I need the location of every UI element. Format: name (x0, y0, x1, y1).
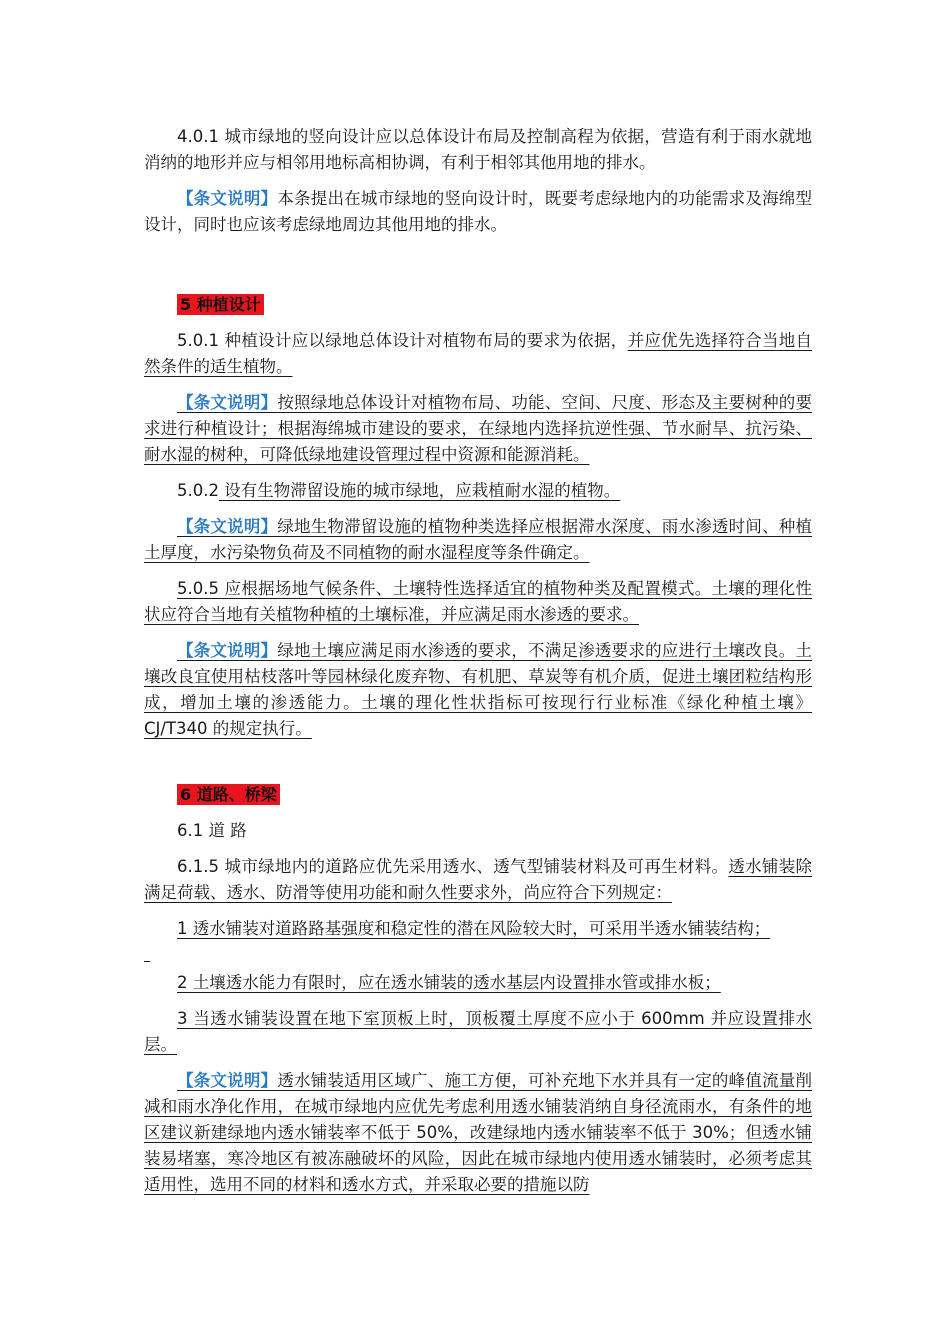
spacer (144, 248, 812, 292)
stray-underline-mark (144, 944, 812, 958)
clause-text-underlined: 透水铺装除满足荷载、透水、防滑等使用功能和耐久性要求外，尚应符合下列规定： (144, 857, 813, 902)
list-item-text: 2 土壤透水能力有限时，应在透水铺装的透水基层内设置排水管或排水板； (177, 973, 721, 992)
note-text: 本条提出在城市绿地的竖向设计时，既要考虑绿地内的功能需求及海绵型设计，同时也应该考虑绿地周边其他用地的排水。 (144, 189, 813, 234)
clause-number: 5.0.2 (177, 481, 219, 500)
list-item-text: 3 当透水铺装设置在地下室顶板上时，顶板覆土厚度不应小于 600mm 并应设置排水层。 (144, 1009, 812, 1054)
list-item (144, 916, 812, 942)
clause-text-underlined: 设有生物滞留设施的城市绿地，应栽植耐水湿的植物。 (218, 481, 621, 500)
list-item (144, 970, 812, 996)
clause-5-0-5 (144, 576, 812, 628)
clause-6-1-5 (144, 854, 812, 906)
clause-note (144, 186, 812, 238)
list-item-text: 1 透水铺装对道路路基强度和稳定性的潜在风险较大时，可采用半透水铺装结构； (177, 919, 771, 938)
spacer (144, 752, 812, 782)
note-text: 绿地生物滞留设施的植物种类选择应根据滞水深度、雨水渗透时间、种植土厚度，水污染物负荷及不同植物的耐水湿程度等条件确定。 (144, 517, 813, 562)
document-body (144, 124, 812, 1208)
clause-note (144, 638, 812, 742)
note-text: 绿地土壤应满足雨水渗透的要求，不满足渗透要求的应进行土壤改良。土壤改良宜使用枯枝落叶等园林绿化废弃物、有机肥、草炭等有机介质，促进土壤团粒结构形成，增加土壤的渗透能力。土壤的理化性状指标可按现行行业标准《绿化种植土壤》CJ/T340 的规定执行。 (144, 641, 813, 738)
section-heading-label: 6 道路、桥梁 (177, 784, 280, 805)
note-label: 【条文说明】 (177, 189, 278, 208)
clause-5-0-1 (144, 328, 812, 380)
note-text: 透水铺装适用区域广、施工方便，可补充地下水并具有一定的峰值流量削减和雨水净化作用，在城市绿地内应优先考虑利用透水铺装消纳自身径流雨水，有条件的地区建议新建绿地内透水铺装率不低于 50%，改建绿地内透水铺装率不低于 30%；但透水铺装易堵塞，寒冷地区有被冻融破坏的风险，因此在城市绿地内使用透水铺装时，必须考虑其适用性，选用不同的材料和透水方式，并采取必要的措施以防 (144, 1071, 813, 1194)
clause-text: 5.0.1 种植设计应以绿地总体设计对植物布局的要求为依据， (177, 331, 628, 350)
section-6-heading (177, 782, 812, 808)
clause-note (144, 390, 812, 468)
clause-text: 5.0.5 应根据场地气候条件、土壤特性选择适宜的植物种类及配置模式。土壤的理化性状应符合当地有关植物种植的土壤标准，并应满足雨水渗透的要求。 (144, 579, 812, 624)
clause-text: 6.1.5 城市绿地内的道路应优先采用透水、透气型铺装材料及可再生材料。 (177, 857, 729, 876)
note-text: 按照绿地总体设计对植物布局、功能、空间、尺度、形态及主要树种的要求进行种植设计；根据海绵城市建设的要求，在绿地内选择抗逆性强、节水耐旱、抗污染、耐水湿的树种，可降低绿地建设管理过程中资源和能源消耗。 (144, 393, 813, 464)
note-label: 【条文说明】 (177, 393, 278, 412)
note-label: 【条文说明】 (177, 1071, 278, 1090)
clause-4-0-1 (144, 124, 812, 176)
clause-text: 4.0.1 城市绿地的竖向设计应以总体设计布局及控制高程为依据，营造有利于雨水就地消纳的地形并应与相邻用地标高相协调，有利于相邻其他用地的排水。 (144, 127, 812, 172)
clause-text-underlined: 并应优先选择符合当地自然条件的适生植物。 (144, 331, 812, 376)
section-heading-label: 5 种植设计 (177, 294, 264, 315)
note-label: 【条文说明】 (177, 517, 278, 536)
clause-note (144, 1068, 812, 1198)
note-label: 【条文说明】 (177, 641, 278, 660)
subsection-label: 6.1 道 路 (177, 821, 247, 840)
subsection-6-1-heading (144, 818, 812, 844)
list-item (144, 1006, 812, 1058)
underline-tick (144, 953, 150, 962)
section-5-heading (177, 292, 812, 318)
clause-5-0-2 (144, 478, 812, 504)
clause-note (144, 514, 812, 566)
